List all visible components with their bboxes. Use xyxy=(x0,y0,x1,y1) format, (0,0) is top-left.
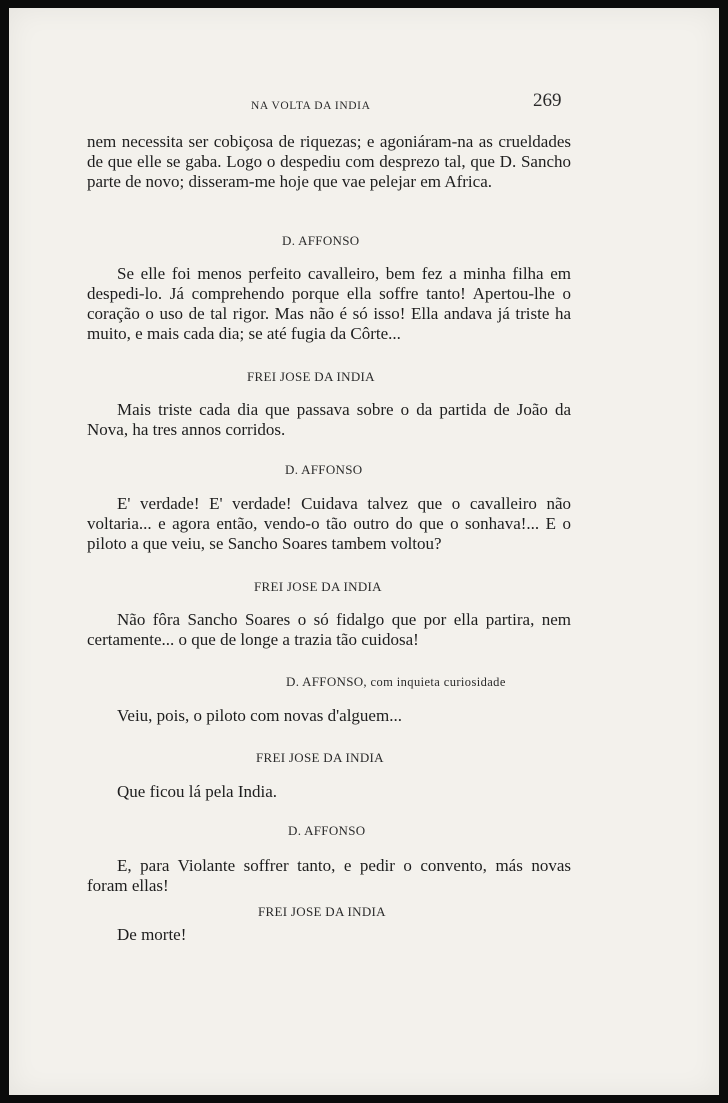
speaker-name: D. AFFONSO, xyxy=(286,674,367,689)
paragraph: Mais triste cada dia que passava sobre o da partida de João da Nova, ha tres annos corridos. xyxy=(87,400,571,439)
speaker-label: FREI JOSE DA INDIA xyxy=(247,369,375,384)
paragraph: E' verdade! E' verdade! Cuidava talvez que o cavalleiro não voltaria... e agora então, vendo-o tão outro do que o sonhava!... E o piloto a que veiu, se Sancho Soares tambem voltou? xyxy=(87,494,571,553)
paragraph: De morte! xyxy=(117,925,187,944)
speaker-label: FREI JOSE DA INDIA xyxy=(254,579,382,594)
speaker-label: FREI JOSE DA INDIA xyxy=(256,750,384,765)
speaker-label: D. AFFONSO xyxy=(282,233,360,248)
speaker-label: D. AFFONSO xyxy=(288,823,366,838)
paragraph: Não fôra Sancho Soares o só fidalgo que por ella partira, nem certamente... o que de longe a trazia tão cuidosa! xyxy=(87,610,571,649)
speaker-label: FREI JOSE DA INDIA xyxy=(258,904,386,919)
page-number: 269 xyxy=(533,90,562,111)
book-page xyxy=(9,8,719,1095)
paragraph: Se elle foi menos perfeito cavalleiro, bem fez a minha filha em despedi-lo. Já comprehendo porque ella soffre tanto! Apertou-lhe o coração o uso de tal rigor. Mas não é só isso! Ella andava já triste ha muito, e mais cada dia; se até fugia da Côrte... xyxy=(87,264,571,343)
paragraph: Que ficou lá pela India. xyxy=(117,782,278,801)
paragraph: Veiu, pois, o piloto com novas d'alguem... xyxy=(117,706,402,725)
paragraph: E, para Violante soffrer tanto, e pedir o convento, más novas foram ellas! xyxy=(87,856,571,895)
running-title: NA VOLTA DA INDIA xyxy=(251,100,371,112)
speaker-label: D. AFFONSO xyxy=(285,462,363,477)
paragraph: nem necessita ser cobiçosa de riquezas; e agoniáram-na as crueldades de que elle se gaba. Logo o despediu com desprezo tal, que D. Sancho parte de novo; disseram-me hoje que vae pelejar em Africa. xyxy=(87,132,571,191)
stage-direction: com inquieta curiosidade xyxy=(370,675,506,689)
speaker-label-with-direction xyxy=(9,674,719,690)
